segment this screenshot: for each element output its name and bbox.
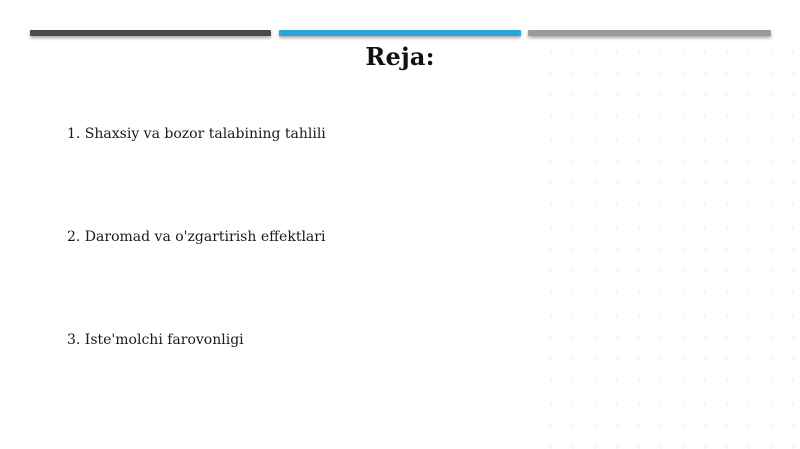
- plan-item: 1. Shaxsiy va bozor talabining tahlili: [67, 126, 326, 142]
- plan-item: 3. Iste'molchi farovonligi: [67, 332, 244, 348]
- header-bar-gray: [528, 30, 771, 36]
- header-bar-dark: [30, 30, 271, 36]
- slide-title: Reja:: [365, 42, 435, 71]
- plan-item: 2. Daromad va o'zgartirish effektlari: [67, 229, 326, 245]
- background-dot-pattern: [540, 40, 800, 449]
- header-bar-blue: [279, 30, 521, 36]
